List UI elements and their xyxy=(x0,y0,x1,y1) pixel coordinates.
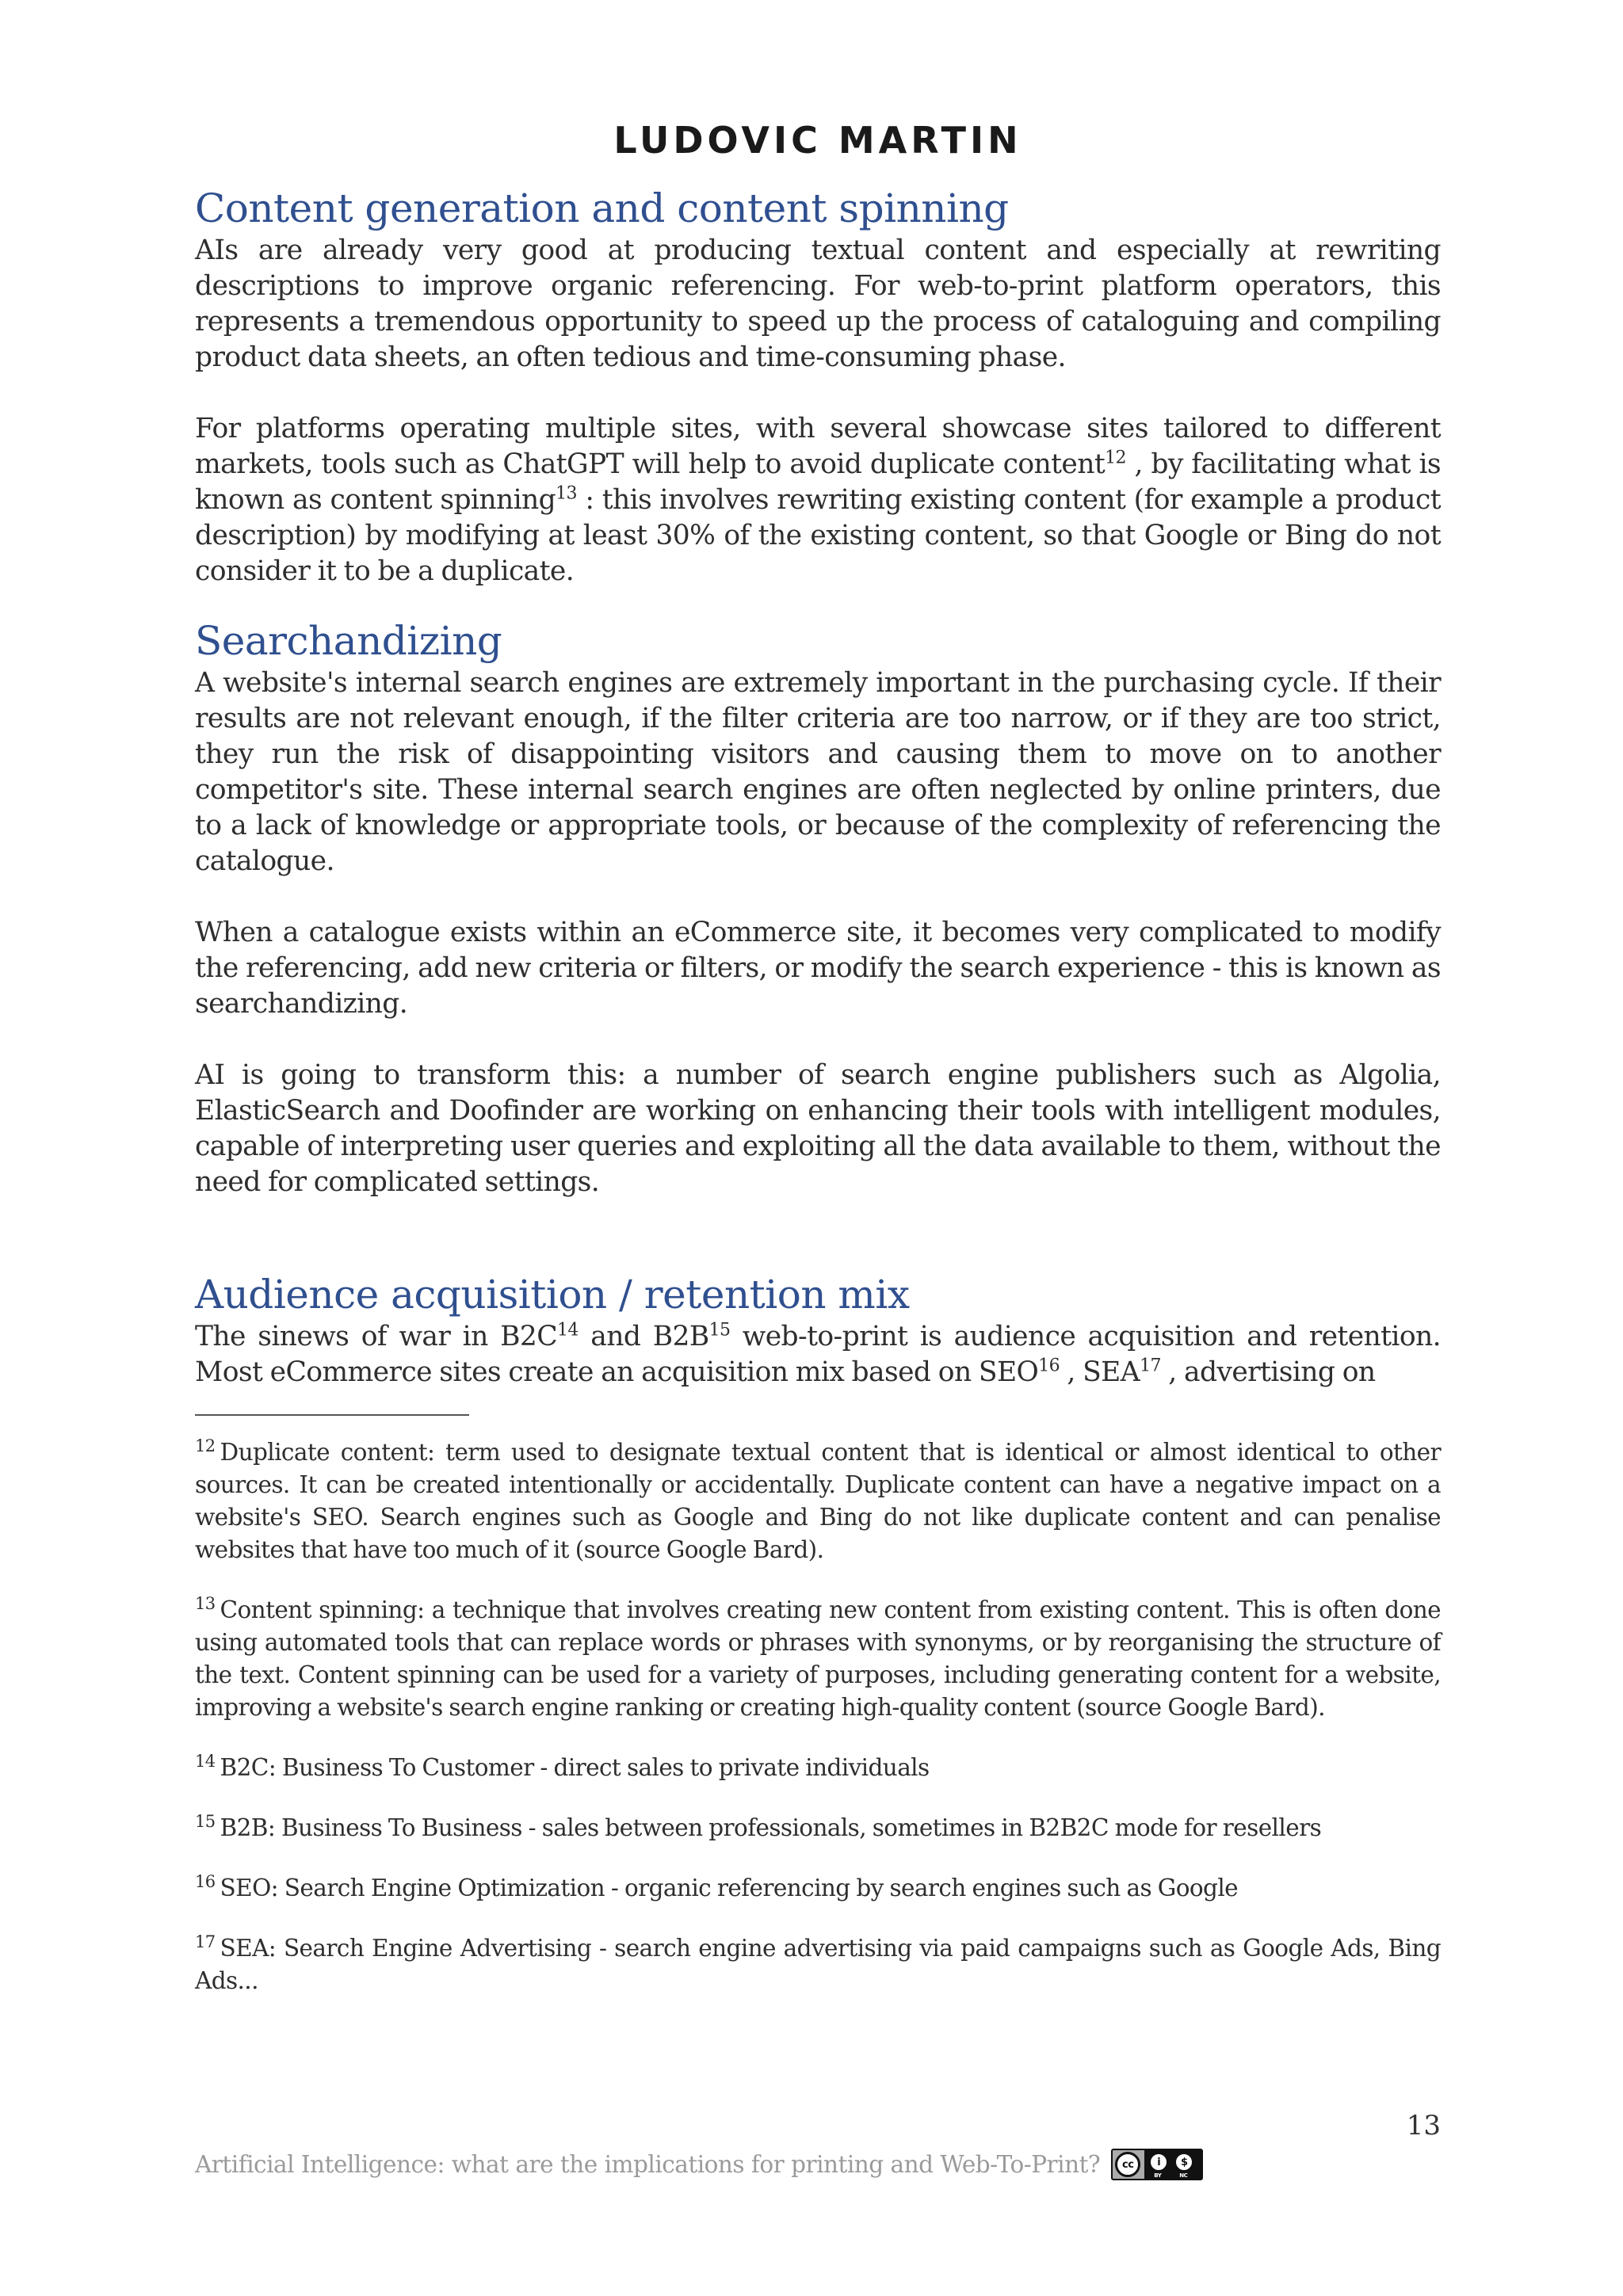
footnote-text: B2C: Business To Customer - direct sales to private individuals xyxy=(220,1754,930,1781)
footnote-ref[interactable]: 13 xyxy=(556,483,577,504)
by-label: BY xyxy=(1154,2172,1162,2179)
footnote-number: 12 xyxy=(195,1436,216,1456)
footnote-text: B2B: Business To Business - sales between professionals, sometimes in B2B2C mode for resellers xyxy=(220,1814,1322,1841)
footnote-ref[interactable]: 15 xyxy=(708,1320,731,1341)
paragraph-text: web-to-print is audience acquisition and retention. Most eCommerce sites create an acquisition mix based on SEO xyxy=(195,1321,1441,1388)
footnote-ref[interactable]: 14 xyxy=(557,1320,579,1341)
page-footer xyxy=(195,2149,1203,2180)
footnote xyxy=(195,1752,1441,1784)
paragraph xyxy=(195,1319,1441,1390)
author-header: LUDOVIC MARTIN xyxy=(613,119,1022,162)
paragraph-text: For platforms operating multiple sites, with several showcase sites tailored to different markets, tools such as ChatGPT will help to avoid duplicate content xyxy=(195,413,1441,480)
paragraph-text: , SEA xyxy=(1060,1356,1140,1388)
footnote xyxy=(195,1436,1441,1566)
page-content xyxy=(195,119,1441,2025)
footnote xyxy=(195,1594,1441,1724)
by-icon: i xyxy=(1149,2153,1168,2172)
nc-icon: $ xyxy=(1174,2153,1193,2172)
paragraph-text: The sinews of war in B2C xyxy=(195,1321,558,1352)
paragraph xyxy=(195,411,1441,589)
cc-by-nc-icon[interactable] xyxy=(1111,2149,1203,2180)
footnote-text: SEO: Search Engine Optimization - organic referencing by search engines such as Google xyxy=(220,1875,1239,1901)
paragraph: AI is going to transform this: a number of search engine publishers such as Algolia, ElasticSearch and Doofinder are working on enhancing their tools with intelligent modules, capable of interpreting user queries and exploiting all the data available to them, without the need for complicated settings. xyxy=(195,1059,1441,1198)
footnote-number: 17 xyxy=(195,1932,216,1952)
page-number: 13 xyxy=(1406,2110,1441,2142)
paragraph: When a catalogue exists within an eCommerce site, it becomes very complicated to modify the referencing, add new criteria or filters, or modify the search experience - this is known as searchandizing. xyxy=(195,917,1441,1020)
paragraph-text: , by facilitating what is known as content spinning xyxy=(195,448,1442,516)
section-title-audience: Audience acquisition / retention mix xyxy=(195,1272,910,1318)
paragraph: A website's internal search engines are extremely important in the purchasing cycle. If their results are not relevant enough, if the filter criteria are too narrow, or if they are too strict, they run the risk of disappointing visitors and causing them to move on to another competitor's site. These internal search engines are often neglected by online printers, due to a lack of knowledge or appropriate tools, or because of the complexity of referencing the catalogue. xyxy=(195,667,1441,877)
footnote-ref[interactable]: 17 xyxy=(1140,1356,1161,1376)
footnote xyxy=(195,1932,1441,1997)
footnote-divider xyxy=(195,1414,469,1416)
paragraph-text: : this involves rewriting existing content (for example a product description) by modifying at least 30% of the existing content, so that Google or Bing do not consider it to be a duplicate. xyxy=(195,484,1441,587)
nc-label: NC xyxy=(1179,2172,1188,2179)
section-title-searchandizing: Searchandizing xyxy=(195,618,502,664)
paragraph: AIs are already very good at producing textual content and especially at rewriting descriptions to improve organic referencing. For web-to-print platform operators, this represents a tremendous opportunity to speed up the process of cataloguing and compiling product data sheets, an often tedious and time-consuming phase. xyxy=(195,235,1441,373)
footnote xyxy=(195,1812,1441,1844)
footnote-number: 15 xyxy=(195,1812,216,1832)
footnote-number: 16 xyxy=(195,1872,216,1892)
paragraph-text: , advertising on xyxy=(1160,1356,1376,1388)
footnote-text: Duplicate content: term used to designate textual content that is identical or almost identical to other sources. It can be created intentionally or accidentally. Duplicate content can have a negative impact on a website's SEO. Search engines such as Google and Bing do not like duplicate content and can penalise websites that have too much of it (source Google Bard). xyxy=(195,1439,1441,1563)
cc-icon: cc xyxy=(1115,2152,1140,2177)
section-title-content-generation: Content generation and content spinning xyxy=(195,185,1009,231)
footnote xyxy=(195,1872,1441,1905)
footnote-text: SEA: Search Engine Advertising - search engine advertising via paid campaigns such as Google Ads, Bing Ads... xyxy=(195,1935,1441,1994)
footer-text: Artificial Intelligence: what are the implications for printing and Web-To-Print? xyxy=(195,2151,1101,2178)
footnotes xyxy=(195,1436,1441,1997)
footnote-ref[interactable]: 16 xyxy=(1038,1356,1060,1376)
footnote-text: Content spinning: a technique that involves creating new content from existing content. This is often done using automated tools that can replace words or phrases with synonyms, or by reorganising the structure of the text. Content spinning can be used for a variety of purposes, including generating content for a website, improving a website's search engine ranking or creating high-quality content (source Google Bard). xyxy=(195,1596,1441,1721)
footnote-number: 14 xyxy=(195,1752,216,1772)
footnote-ref[interactable]: 12 xyxy=(1105,448,1126,468)
paragraph-text: and B2B xyxy=(578,1321,709,1352)
footnote-number: 13 xyxy=(195,1594,216,1614)
